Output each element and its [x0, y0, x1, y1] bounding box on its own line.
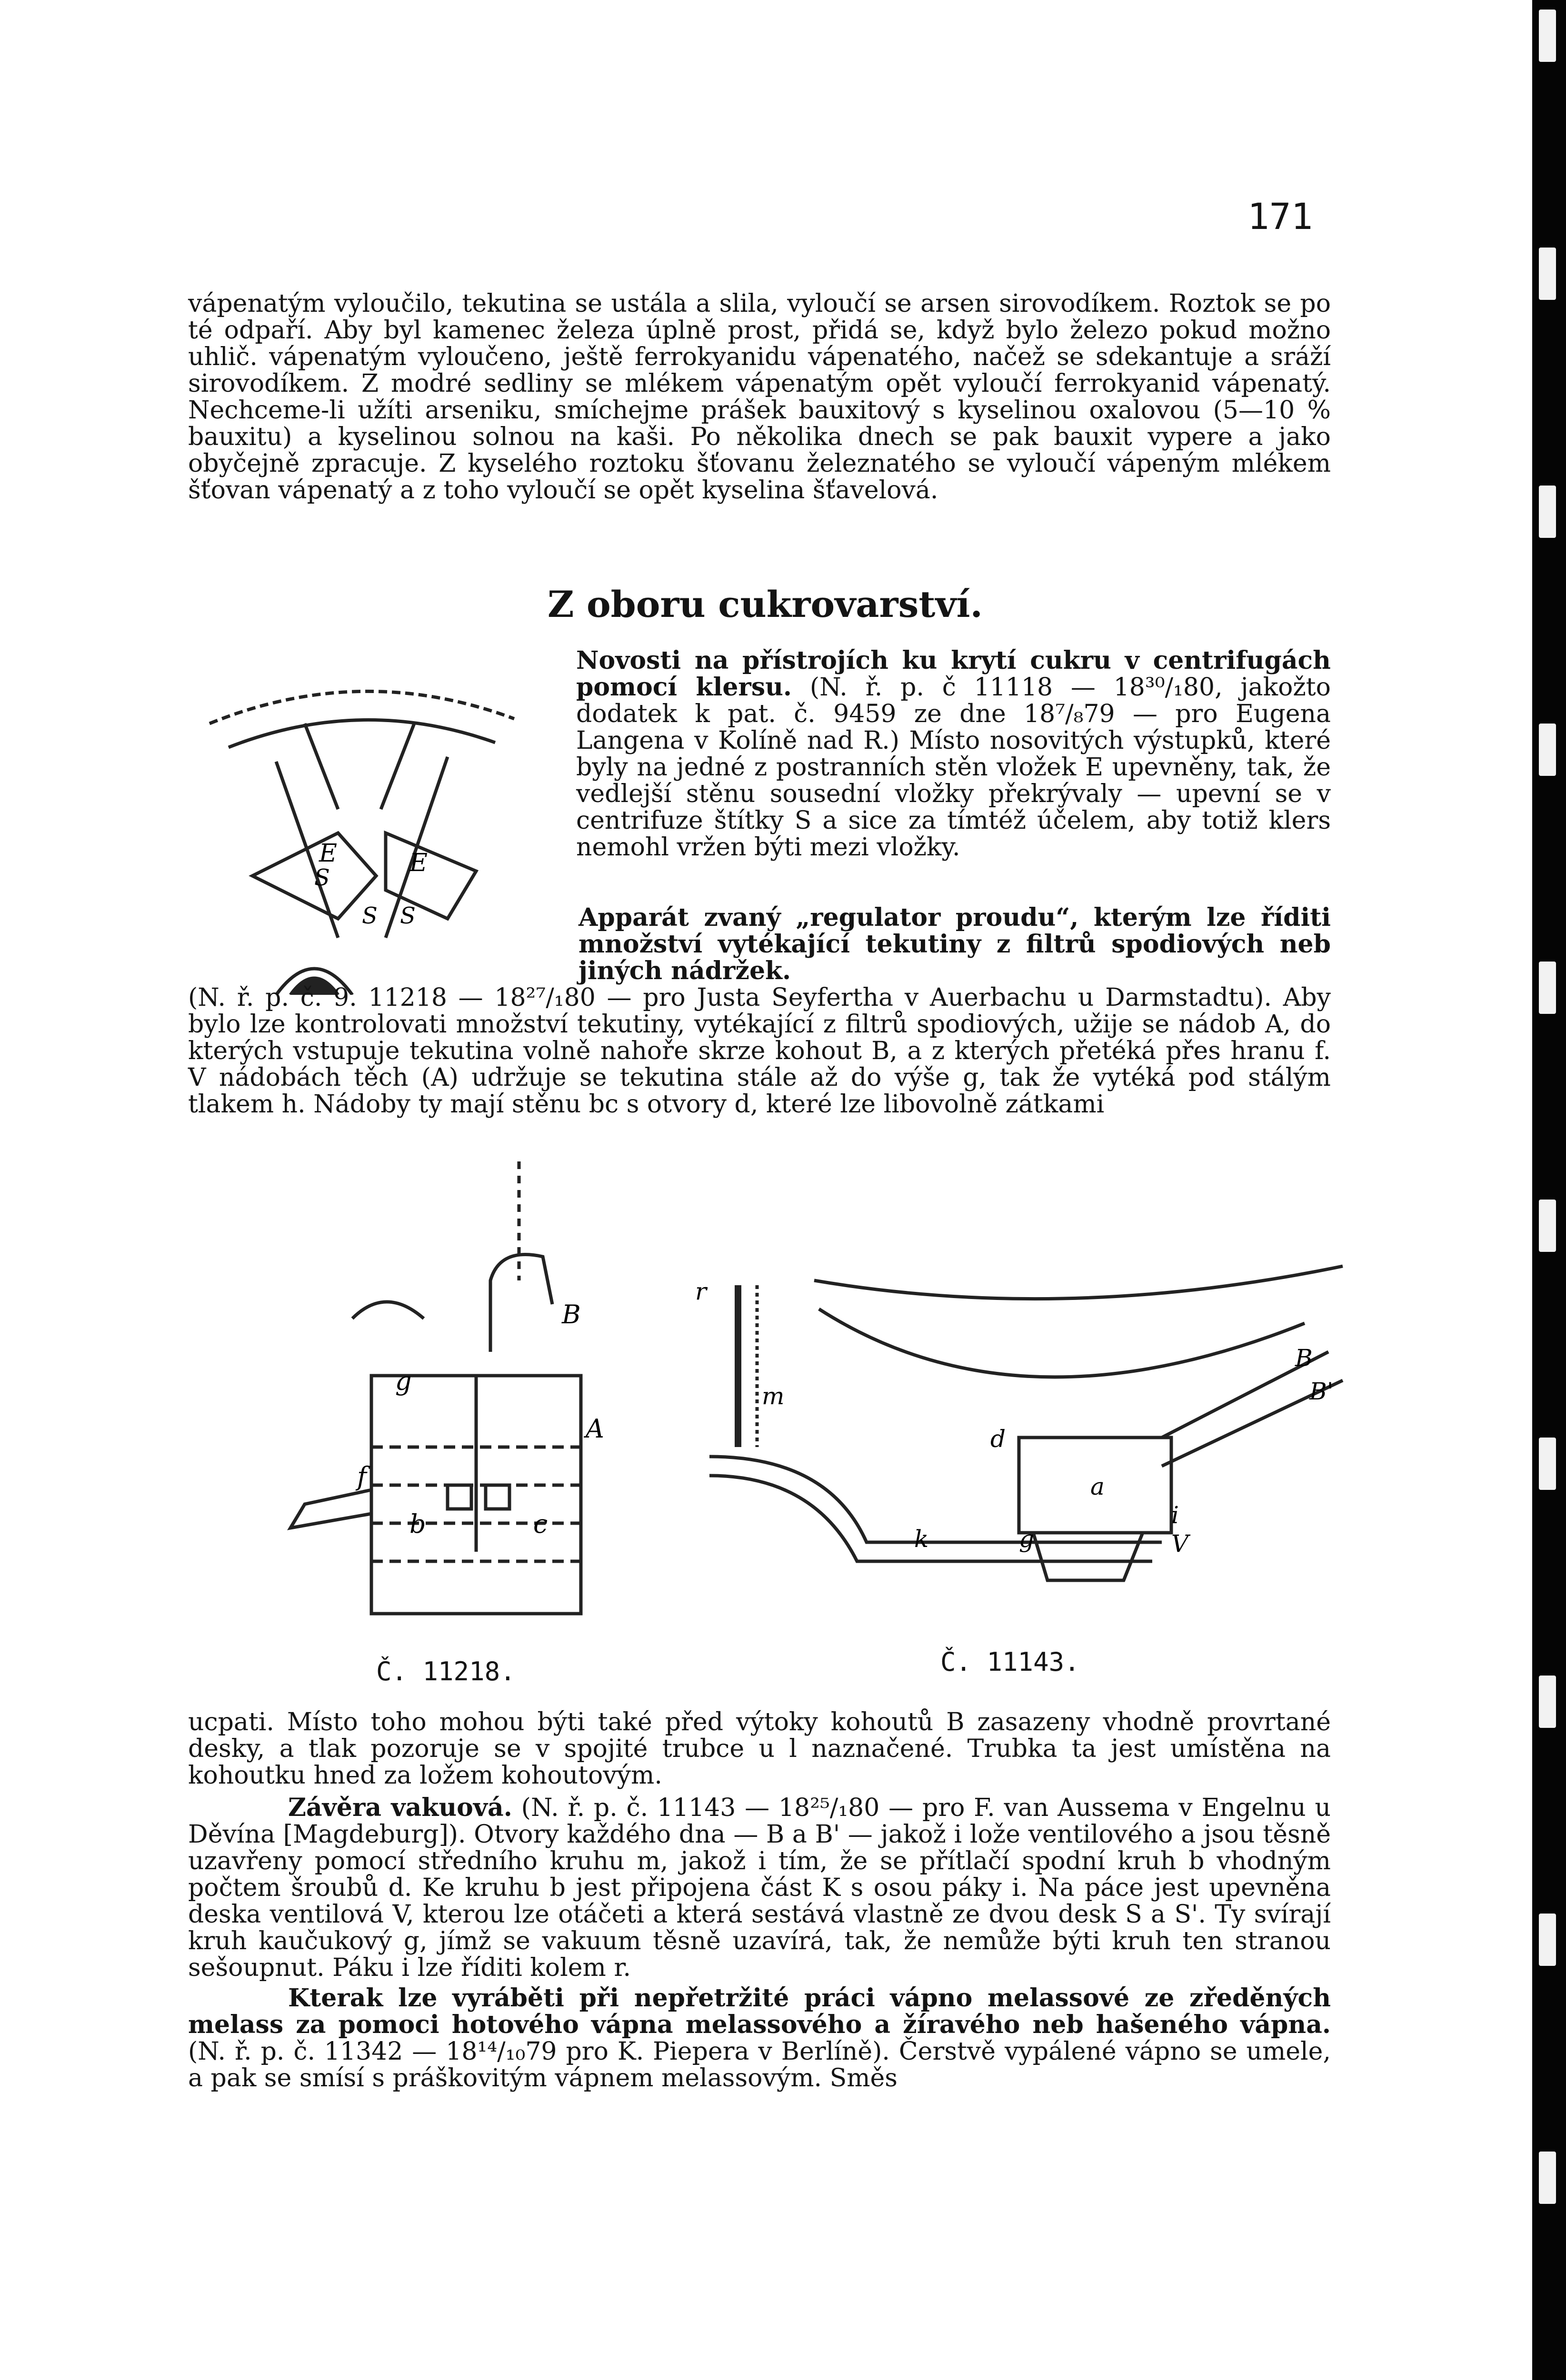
regulator-drawing — [286, 1161, 619, 1642]
vacuum-figure — [686, 1257, 1352, 1623]
article-vakuova-text: (N. ř. p. č. 11143 — 18²⁵/₁80 — pro F. van Aussema v Engelnu u Děvína [Magdeburg]). Otvory každého dna — B a B' — jakož i lože ventilového a jsou těsně uzavřeny pomocí středního kruhu m, jakož i tím, že se přítlačí spodní kruh b vhodným počtem šroubů d. Ke kruhu b jest připojena část K s osou páky i. Na páce jest upevněna deska ventilová V, kterou lze otáčeti a která sestává vlastně ze dvou desk S a S'. Ty svírají kruh kaučukový g, jímž se vakuum těsně uzavírá, tak, že nemůže býti kruh ten stranou sešoupnut. Páku i lze říditi kolem r. — [188, 1794, 1331, 1982]
binding-hole — [1539, 248, 1556, 300]
article-klers — [576, 647, 1331, 861]
article-vapno — [188, 1985, 1331, 2092]
regulator-continuation-text: ucpati. Místo toho mohou býti také před výtoky kohoutů B zasazeny vhodně provrtané desky, a tlak pozoruje se v spojité trubce u l naznačené. Trubka ta jest umístěna na kohoutku hned za ložem kohoutovým. — [188, 1708, 1331, 1790]
label-s-mid: S — [314, 864, 330, 891]
binding-hole — [1539, 10, 1556, 62]
intro-paragraph — [188, 290, 1331, 504]
article-regulator-title: Apparát zvaný „regulator proudu“, kterým lze říditi množství vytékající tekutiny z filtrů spodiových neb jiných nádržek. — [579, 903, 1331, 985]
binding-hole — [1539, 724, 1556, 776]
section-heading: Z oboru cukrovarství. — [548, 583, 983, 625]
article-vakuova — [188, 1795, 1331, 1981]
article-klers-title: Novosti na přístrojích ku krytí cukru v centrifugách pomocí klersu. — [576, 646, 1331, 702]
article-vapno-text: (N. ř. p. č. 11342 — 18¹⁴/₁₀79 pro K. Piepera v Berlíně). Čerstvě vypálené vápno se umele, a pak se smísí s práškovitým vápnem melassovým. Směs — [188, 2037, 1331, 2092]
regulator-figure — [286, 1161, 619, 1642]
label-g: g — [395, 1366, 412, 1396]
binding-hole — [1539, 1200, 1556, 1252]
label-r: r — [695, 1278, 707, 1305]
label-e-right: E — [409, 849, 428, 877]
binding-hole — [1539, 1676, 1556, 1728]
label-a: A — [586, 1414, 604, 1444]
binding-hole — [1539, 1438, 1556, 1490]
binding-hole — [1539, 1914, 1556, 1966]
label-e-left: E — [319, 839, 337, 868]
label-v: V — [1171, 1530, 1189, 1557]
label-m: m — [762, 1382, 785, 1410]
label-b-upper: B — [1295, 1344, 1313, 1372]
article-regulator — [188, 904, 1331, 1118]
label-s-left: S — [362, 902, 378, 929]
label-b-prime: B' — [1309, 1378, 1334, 1405]
label-d: d — [990, 1425, 1006, 1453]
article-regulator-text: (N. ř. p. č. 9. 11218 — 18²⁷/₁80 — pro Justa Seyfertha v Auerbachu u Darmstadtu). Aby bylo lze kontrolovati množství tekutiny, vytékající z filtrů spodiových, užije se nádob A, do kterých vstupuje tekutina volně nahoře skrze kohout B, a z kterých přetéká přes hranu f. V nádobách těch (A) udržuje se tekutina stále až do výše g, tak že vytéká pod stálým tlakem h. Nádoby ty mají stěnu bc s otvory d, které lze libovolně zátkami — [188, 983, 1331, 1119]
article-regulator-continuation — [188, 1709, 1331, 1789]
article-vakuova-title: Závěra vakuová. — [288, 1793, 512, 1822]
caption-11218: Č. 11218. — [376, 1656, 516, 1686]
label-s-right: S — [400, 902, 416, 929]
vacuum-drawing — [686, 1257, 1352, 1623]
article-klers-text: (N. ř. p. č 11118 — 18³⁰/₁80, jakožto dodatek k pat. č. 9459 ze dne 18⁷/₈79 — pro Eugena Langena v Kolíně nad R.) Místo nosovitých výstupků, které byly na jedné z postranních stěn vložek E upevněny, tak, že vedlejší stěnu sousední vložky překrývaly — upevní se v centrifuze štítky S a sice za tímtéž účelem, aby totiž klers nemohl vržen býti mezi vložky. — [576, 673, 1331, 862]
article-vapno-title: Kterak lze vyráběti při nepřetržité práci vápno melassové ze zředěných melass za pomoci hotového vápna melassového a žíravého neb hašeného vápna. — [188, 1983, 1331, 2039]
label-c: c — [533, 1509, 548, 1539]
label-b: B — [562, 1299, 581, 1329]
page-number: 171 — [1247, 195, 1313, 238]
label-a-small: a — [1090, 1473, 1105, 1500]
binding-hole — [1539, 486, 1556, 538]
binding-hole — [1539, 962, 1556, 1014]
label-g-small: g — [1019, 1525, 1035, 1553]
label-i: i — [1171, 1501, 1179, 1529]
intro-text: vápenatým vyloučilo, tekutina se ustála a slila, vyloučí se arsen sirovodíkem. Roztok se po té odpaří. Aby byl kamenec železa úplně prost, přidá se, když bylo železo pokud možno uhlič. vápenatým vyloučeno, ještě ferrokyanidu vápenatého, načež se sdekantuje a sráží sirovodíkem. Z modré sedliny se mlékem vápenatým opět vyloučí ferrokyanid vápenatý. Nechceme-li užíti arseniku, smíchejme prášek bauxitový s kyselinou oxalovou (5—10 % bauxitu) a kyselinou solnou na kaši. Po několika dnech se pak bauxit vypere a jako obyčejně zpracuje. Z kyselého roztoku šťovanu železnatého se vyloučí vápeným mlékem šťovan vápenatý a z toho vyloučí se opět kyselina šťavelová. — [188, 289, 1331, 505]
scan-edge — [1532, 0, 1566, 2380]
binding-hole — [1539, 2152, 1556, 2204]
label-b-small: b — [409, 1509, 426, 1539]
caption-11143: Č. 11143. — [940, 1647, 1080, 1677]
label-f: f — [357, 1461, 367, 1491]
label-k: k — [914, 1525, 929, 1553]
